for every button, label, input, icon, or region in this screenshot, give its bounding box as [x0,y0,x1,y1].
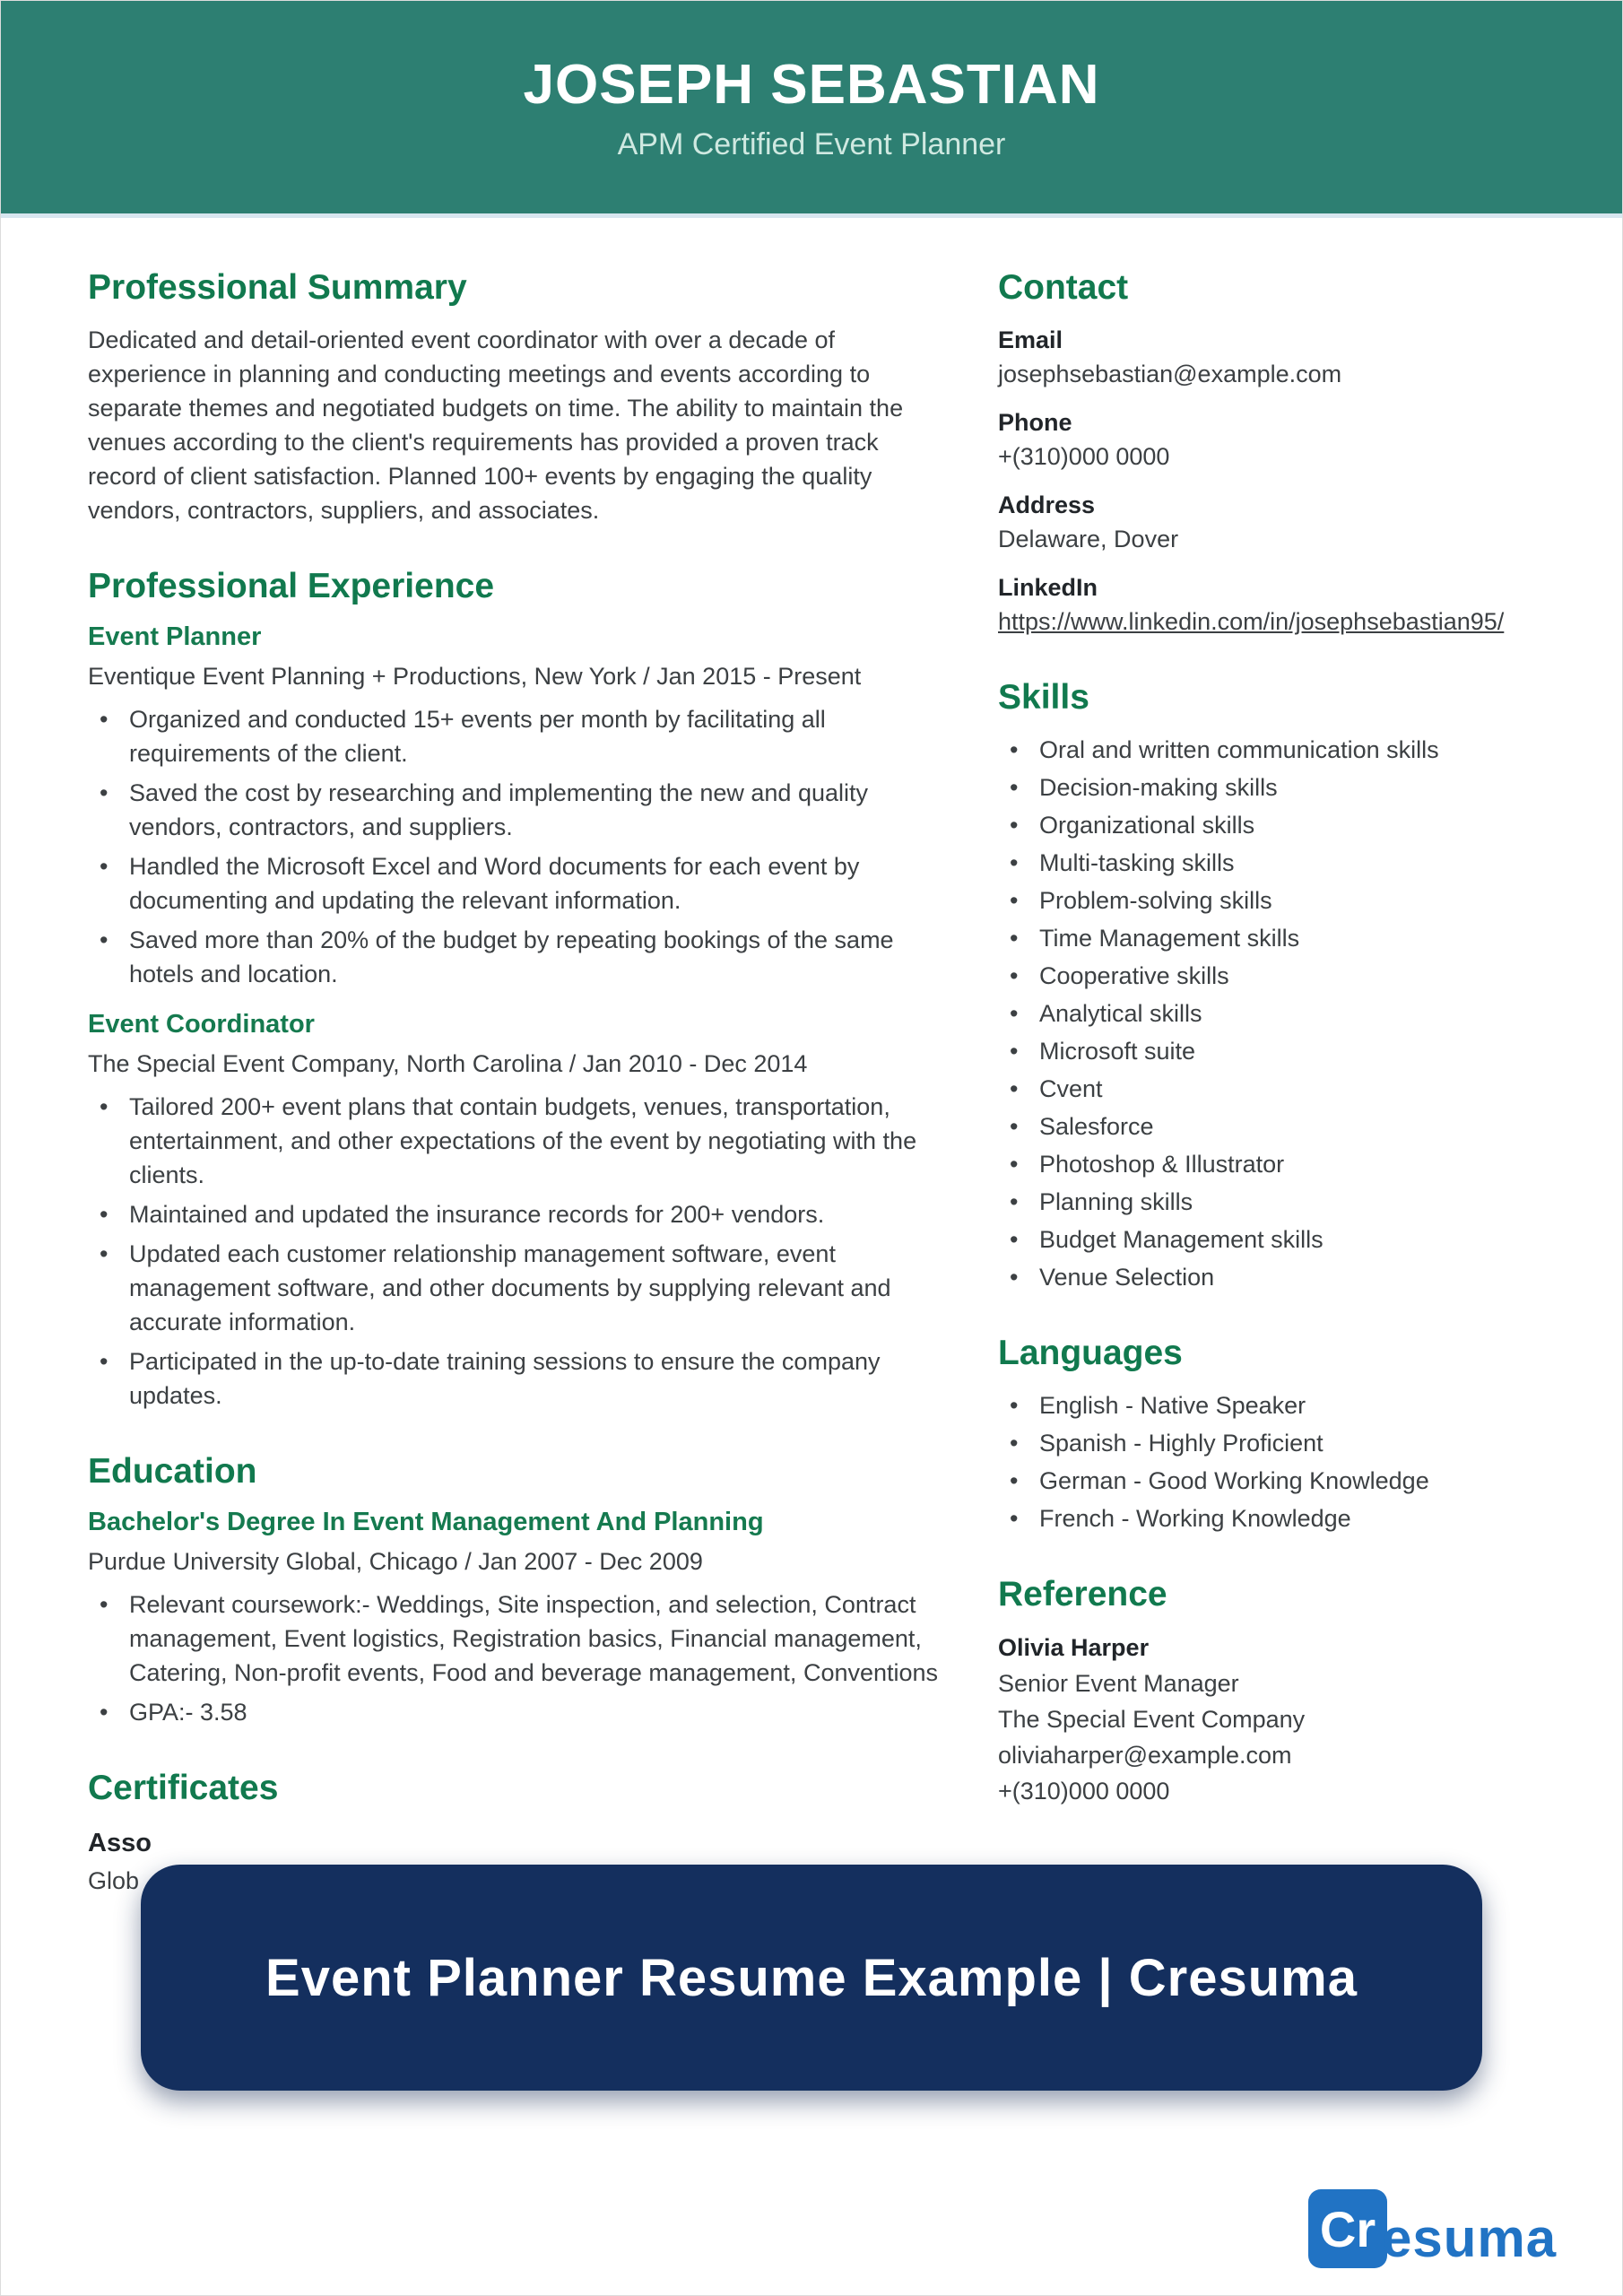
bullet-item: • Updated each customer relationship management software, event management software, and other documents by supplying relevant and accurate information. [88,1237,940,1339]
bullet-item: • Relevant coursework:- Weddings, Site inspection, and selection, Contract management, Event logistics, Registration basics, Financial management, Catering, Non-profit events, Food and beverage management, Conventions [88,1587,940,1690]
languages-heading: Languages [998,1334,1183,1372]
skill-item: • Problem-solving skills [998,883,1619,918]
education-heading: Education [88,1452,257,1491]
education-bullet-list [88,1587,940,1729]
job-bullet-list [88,702,940,991]
skill-item: • Time Management skills [998,921,1619,955]
reference-company: The Special Event Company [998,1706,1306,1733]
job-event-planner [88,622,940,991]
linkedin-link[interactable]: https://www.linkedin.com/in/josephsebastian95/ [998,608,1505,635]
section-reference [998,1573,1619,1809]
reference-role: Senior Event Manager [998,1670,1239,1697]
right-column [998,266,1619,1847]
job-company-line: Eventique Event Planning + Productions, New York / Jan 2015 - Present [88,663,862,690]
job-title: Event Planner [88,622,262,651]
cresuma-logo-icon: Cr [1308,2189,1387,2268]
contact-entry-email [998,323,1619,391]
bullet-item: • Saved the cost by researching and implementing the new and quality vendors, contractors, and suppliers. [88,776,940,844]
skill-item: • Planning skills [998,1185,1619,1219]
contact-value-address: Delaware, Dover [998,526,1179,552]
summary-text: Dedicated and detail-oriented event coordinator with over a decade of experience in planning and conducting meetings and events according to separate themes and negotiated budgets on time. The ability to maintain the venues according to the client's requirements has provided a proven track record of client satisfaction. Planned 100+ events by engaging the quality vendors, contractors, suppliers, and associates. [88,326,904,524]
skill-item: • Budget Management skills [998,1222,1619,1257]
contact-entry-linkedin [998,570,1619,639]
cresuma-logo-wordmark: esuma [1382,2208,1558,2268]
bullet-item: • Maintained and updated the insurance records for 200+ vendors. [88,1197,940,1231]
caption-banner [141,1865,1482,2091]
caption-banner-text: Event Planner Resume Example | Cresuma [265,1948,1358,2007]
language-item: • French - Working Knowledge [998,1501,1619,1535]
section-skills [998,676,1619,1294]
certificate-title-partial: Asso [88,1829,152,1857]
job-bullet-list [88,1090,940,1413]
skill-item: • Analytical skills [998,996,1619,1031]
section-professional-experience [88,565,940,1413]
languages-list [998,1388,1619,1535]
contact-entry-address [998,488,1619,556]
skill-item: • Salesforce [998,1109,1619,1144]
contact-label: Phone [998,409,1072,436]
skill-item: • Microsoft suite [998,1034,1619,1068]
skill-item: • Cooperative skills [998,959,1619,993]
section-education [88,1450,940,1729]
bullet-item: • Handled the Microsoft Excel and Word documents for each event by documenting and updating the relevant information. [88,849,940,918]
skill-item: • Oral and written communication skills [998,733,1619,767]
reference-name: Olivia Harper [998,1634,1150,1661]
job-event-coordinator [88,1009,940,1413]
degree-title: Bachelor's Degree In Event Management And Planning [88,1508,764,1536]
certificates-heading: Certificates [88,1769,279,1807]
language-item: • German - Good Working Knowledge [998,1464,1619,1498]
skill-item: • Organizational skills [998,808,1619,842]
contact-label: LinkedIn [998,574,1098,601]
reference-heading: Reference [998,1575,1167,1613]
candidate-name: JOSEPH SEBASTIAN [523,53,1100,116]
resume-header [1,1,1622,218]
bullet-item: • Organized and conducted 15+ events per month by facilitating all requirements of the client. [88,702,940,770]
skills-list [998,733,1619,1294]
left-column [88,266,940,1936]
skill-item: • Decision-making skills [998,770,1619,804]
skill-item: • Cvent [998,1072,1619,1106]
contact-label: Email [998,326,1063,353]
skill-item: • Multi-tasking skills [998,846,1619,880]
candidate-title: APM Certified Event Planner [617,126,1006,161]
skills-heading: Skills [998,678,1089,717]
skill-item: • Photoshop & Illustrator [998,1147,1619,1181]
reference-phone: +(310)000 0000 [998,1778,1170,1805]
bullet-item: • Participated in the up-to-date training sessions to ensure the company updates. [88,1344,940,1413]
certificate-issuer-partial: Glob [88,1867,140,1894]
section-professional-summary [88,266,940,527]
bullet-item: • GPA:- 3.58 [88,1695,940,1729]
contact-value-phone: +(310)000 0000 [998,443,1170,470]
language-item: • English - Native Speaker [998,1388,1619,1422]
cresuma-logo[interactable] [1308,2189,1557,2268]
section-contact [998,266,1619,639]
section-languages [998,1332,1619,1535]
language-item: • Spanish - Highly Proficient [998,1426,1619,1460]
summary-heading: Professional Summary [88,268,467,307]
contact-entry-phone [998,405,1619,474]
skill-item: • Venue Selection [998,1260,1619,1294]
experience-heading: Professional Experience [88,567,495,605]
bullet-item: • Saved more than 20% of the budget by repeating bookings of the same hotels and location. [88,923,940,991]
job-title: Event Coordinator [88,1010,315,1039]
school-line: Purdue University Global, Chicago / Jan 2007 - Dec 2009 [88,1548,703,1575]
job-company-line: The Special Event Company, North Carolina / Jan 2010 - Dec 2014 [88,1050,808,1077]
contact-value-email: josephsebastian@example.com [998,361,1342,387]
contact-label: Address [998,491,1096,518]
reference-email: oliviaharper@example.com [998,1742,1292,1769]
bullet-item: • Tailored 200+ event plans that contain budgets, venues, transportation, entertainment, and other expectations of the event by negotiating with the clients. [88,1090,940,1192]
contact-heading: Contact [998,268,1129,307]
